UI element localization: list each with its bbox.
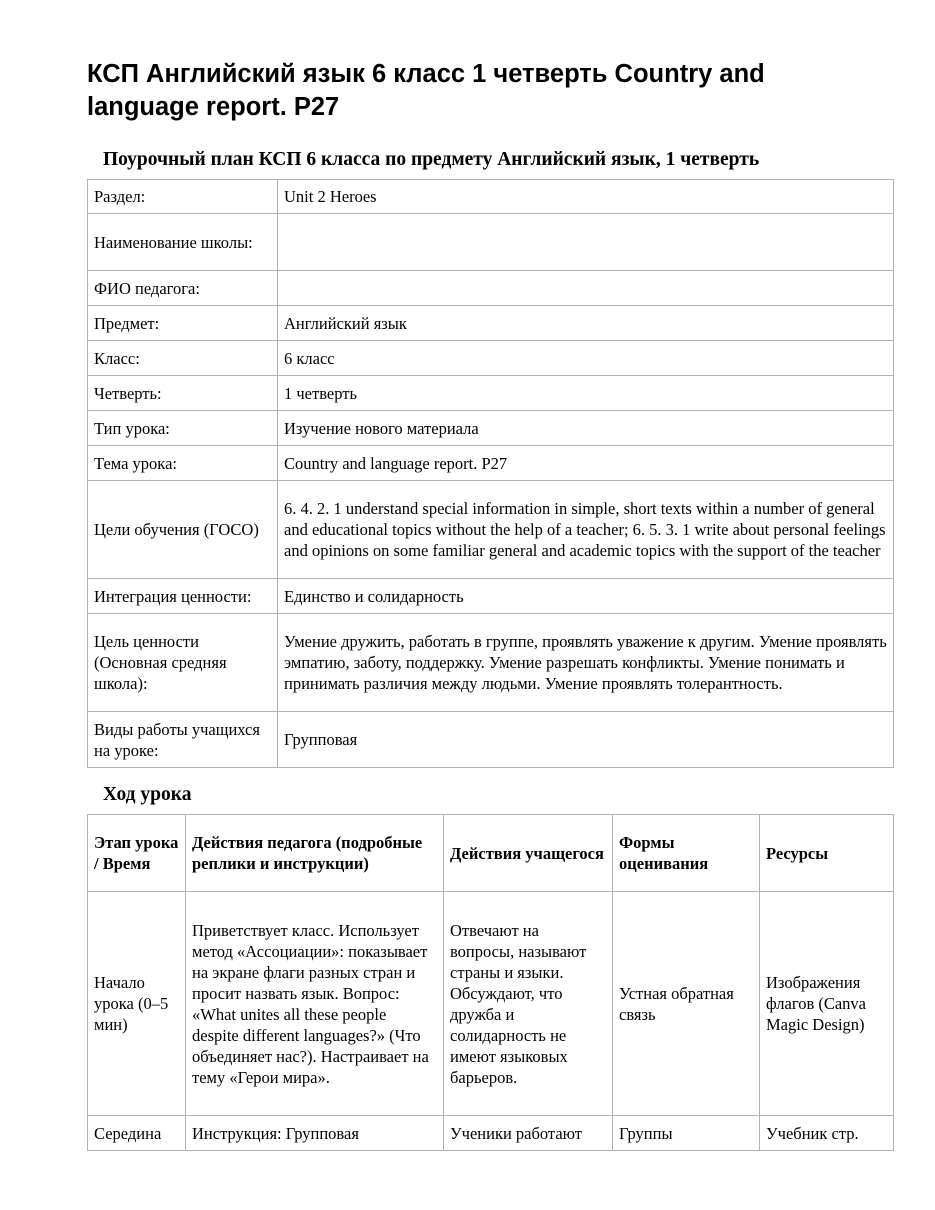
teacher-actions-cell: Инструкция: Групповая xyxy=(186,1116,444,1151)
info-label: Интеграция ценности: xyxy=(88,579,278,614)
table-row xyxy=(88,1116,894,1151)
info-label: Тип урока: xyxy=(88,411,278,446)
info-label: Раздел: xyxy=(88,180,278,214)
info-value xyxy=(278,271,894,306)
lesson-info-table xyxy=(87,179,894,768)
column-header: Действия педагога (подробные реплики и инструкции) xyxy=(186,815,444,892)
info-value: Country and language report. P27 xyxy=(278,446,894,481)
table-row xyxy=(88,446,894,481)
lesson-flow-heading: Ход урока xyxy=(103,784,192,805)
info-value: Умение дружить, работать в группе, проявлять уважение к другим. Умение проявлять эмпатию, заботу, поддержку. Умение разрешать конфликты. Умение понимать и принимать различия между людьми. Умение проявлять толерантность. xyxy=(278,614,894,712)
table-row xyxy=(88,180,894,214)
table-row xyxy=(88,579,894,614)
table-row xyxy=(88,614,894,712)
student-actions-cell: Ученики работают xyxy=(444,1116,613,1151)
table-row xyxy=(88,214,894,271)
lesson-flow-table xyxy=(87,814,894,1151)
table-row xyxy=(88,481,894,579)
table-row xyxy=(88,892,894,1116)
table-row xyxy=(88,712,894,768)
resources-cell: Учебник стр. xyxy=(760,1116,894,1151)
table-row xyxy=(88,306,894,341)
column-header: Ресурсы xyxy=(760,815,894,892)
stage-cell: Начало урока (0–5 мин) xyxy=(88,892,186,1116)
info-label: Цель ценности (Основная средняя школа): xyxy=(88,614,278,712)
assessment-cell: Группы xyxy=(613,1116,760,1151)
info-value xyxy=(278,214,894,271)
info-label: Тема урока: xyxy=(88,446,278,481)
table-row xyxy=(88,341,894,376)
info-label: Класс: xyxy=(88,341,278,376)
column-header: Этап урока / Время xyxy=(88,815,186,892)
column-header: Формы оценивания xyxy=(613,815,760,892)
table-row xyxy=(88,411,894,446)
info-value: 6. 4. 2. 1 understand special information in simple, short texts within a number of general and educational topics without the help of a teacher; 6. 5. 3. 1 write about personal feelings and opinions on some familiar general and academic topics with the support of the teacher xyxy=(278,481,894,579)
info-value: 1 четверть xyxy=(278,376,894,411)
info-value: Единство и солидарность xyxy=(278,579,894,614)
info-value: 6 класс xyxy=(278,341,894,376)
info-label: Четверть: xyxy=(88,376,278,411)
stage-cell: Середина xyxy=(88,1116,186,1151)
table-row xyxy=(88,271,894,306)
info-value: Английский язык xyxy=(278,306,894,341)
column-header: Действия учащегося xyxy=(444,815,613,892)
table-row xyxy=(88,376,894,411)
resources-cell: Изображения флагов (Canva Magic Design) xyxy=(760,892,894,1116)
page-title: КСП Английский язык 6 класс 1 четверть Country and language report. P27 xyxy=(87,60,765,121)
teacher-actions-cell: Приветствует класс. Использует метод «Ассоциации»: показывает на экране флаги разных стран и просит назвать язык. Вопрос: «What unites all these people despite different languages?» (Что объединяет нас?). Настраивает на тему «Герои мира». xyxy=(186,892,444,1116)
info-value: Unit 2 Heroes xyxy=(278,180,894,214)
info-label: Наименование школы: xyxy=(88,214,278,271)
info-label: Предмет: xyxy=(88,306,278,341)
plan-heading: Поурочный план КСП 6 класса по предмету Английский язык, 1 четверть xyxy=(103,149,760,170)
table-header-row xyxy=(88,815,894,892)
student-actions-cell: Отвечают на вопросы, называют страны и языки. Обсуждают, что дружба и солидарность не имеют языковых барьеров. xyxy=(444,892,613,1116)
info-value: Изучение нового материала xyxy=(278,411,894,446)
info-value: Групповая xyxy=(278,712,894,768)
info-label: ФИО педагога: xyxy=(88,271,278,306)
assessment-cell: Устная обратная связь xyxy=(613,892,760,1116)
info-label: Виды работы учащихся на уроке: xyxy=(88,712,278,768)
info-label: Цели обучения (ГОСО) xyxy=(88,481,278,579)
